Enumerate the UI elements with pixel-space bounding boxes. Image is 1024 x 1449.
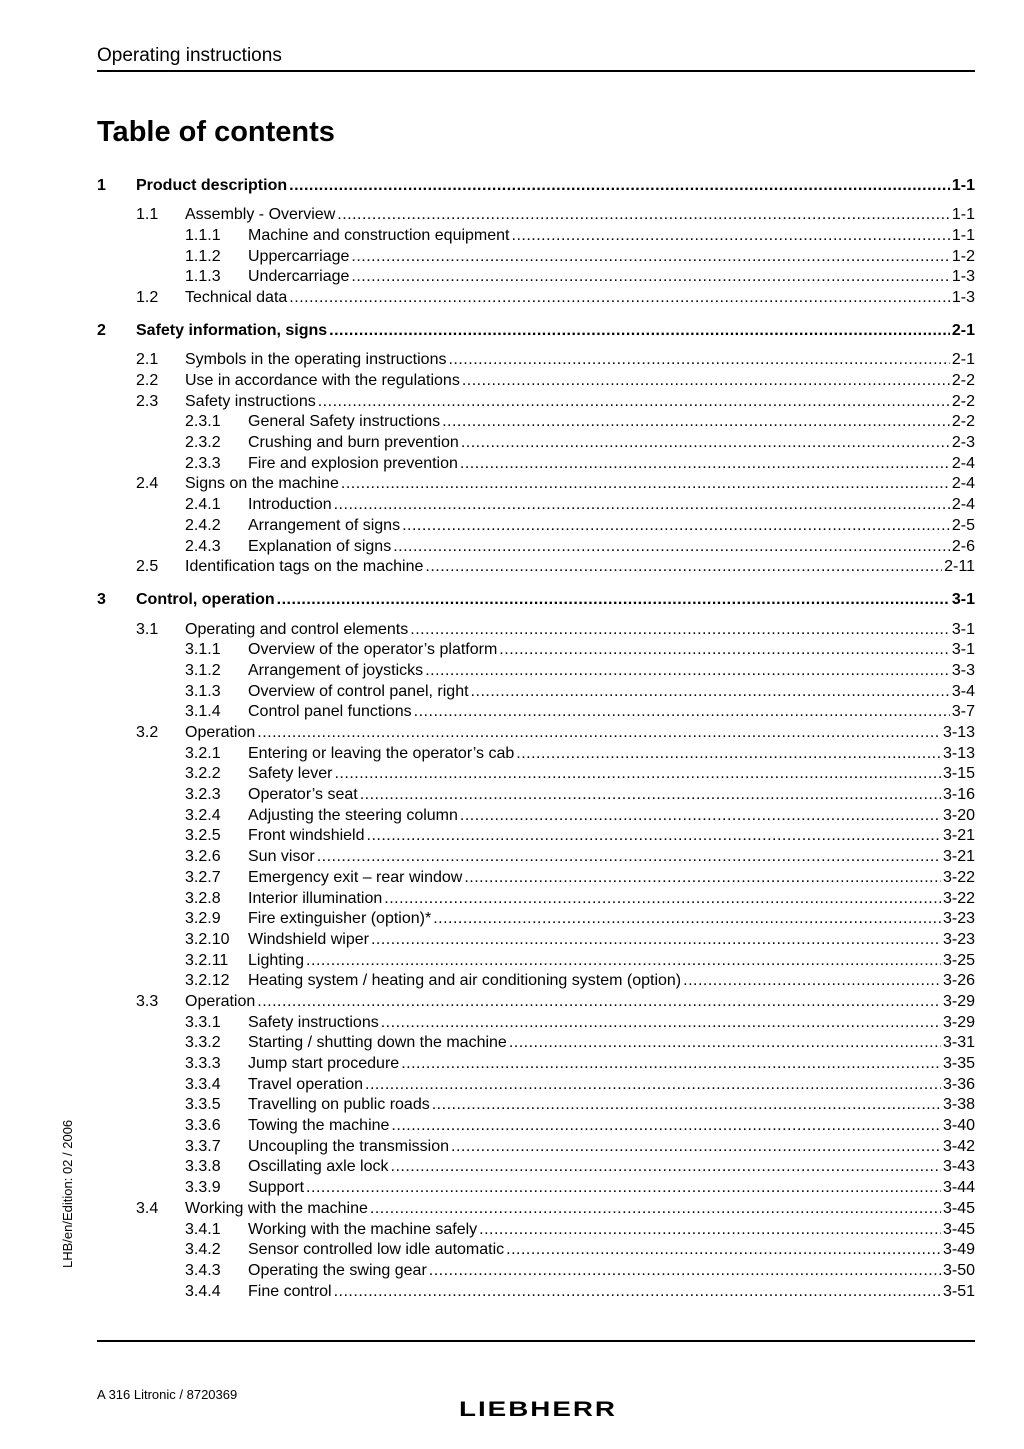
toc-dot-leader xyxy=(334,1282,941,1303)
toc-dot-leader xyxy=(433,909,941,930)
toc-dot-leader xyxy=(329,321,950,342)
toc-title: Introduction xyxy=(248,496,332,514)
toc-title: Fire extinguisher (option)* xyxy=(248,910,432,928)
toc-page-number: 2-3 xyxy=(951,434,975,452)
toc-dot-leader xyxy=(334,495,950,516)
toc-page-number: 2-1 xyxy=(951,322,975,340)
toc-number: 3.4.4 xyxy=(185,1282,221,1300)
toc-page-number: 3-13 xyxy=(942,724,975,741)
toc-dot-leader xyxy=(341,474,950,495)
toc-page-number: 3-40 xyxy=(942,1117,975,1135)
toc-page-number: 3-44 xyxy=(942,1179,975,1197)
toc-dot-leader xyxy=(429,1261,941,1282)
toc-dot-leader xyxy=(402,516,950,537)
toc-title: Sensor controlled low idle automatic xyxy=(248,1241,505,1259)
toc-number: 2.4.3 xyxy=(185,537,221,555)
toc-number: 3.3.6 xyxy=(185,1117,221,1135)
toc-dot-leader xyxy=(351,247,949,268)
toc-title: Travelling on public roads xyxy=(248,1096,430,1114)
toc-subsection[interactable] xyxy=(97,1220,975,1241)
toc-dot-leader xyxy=(277,590,950,611)
toc-title: Technical data xyxy=(185,288,288,306)
toc-number: 3.3.2 xyxy=(185,1034,221,1052)
toc-dot-leader xyxy=(334,764,940,785)
toc-dot-leader xyxy=(462,371,950,392)
toc-subsection[interactable] xyxy=(97,495,975,516)
toc-page-number: 3-36 xyxy=(942,1075,975,1093)
toc-page-number: 3-31 xyxy=(942,1034,975,1052)
toc-dot-leader xyxy=(318,392,950,413)
toc-page-number: 3-7 xyxy=(951,703,975,721)
svg-text:LIEBHERR: LIEBHERR xyxy=(459,1399,617,1419)
toc-title: Fine control xyxy=(248,1282,332,1300)
toc-title: Arrangement of joysticks xyxy=(248,661,424,679)
toc-title: Operating the swing gear xyxy=(248,1261,427,1279)
toc-subsection[interactable] xyxy=(97,1240,975,1261)
toc-chapter[interactable] xyxy=(97,321,975,342)
toc-page-number: 1-3 xyxy=(951,268,975,286)
document-id: A 316 Litronic / 8720369 xyxy=(97,1387,238,1402)
edition-note: LHB/en/Edition: 02 / 2006 xyxy=(60,1119,75,1268)
toc-number: 3.3.8 xyxy=(185,1158,221,1176)
toc-number: 2.5 xyxy=(136,558,159,576)
toc-subsection[interactable] xyxy=(97,267,975,288)
toc-dot-leader xyxy=(391,1157,941,1178)
toc-page-number: 3-1 xyxy=(951,620,975,638)
toc-title: Travel operation xyxy=(248,1075,364,1093)
toc-number: 1.1.1 xyxy=(185,226,221,244)
toc-title: Working with the machine xyxy=(185,1199,368,1217)
toc-subsection[interactable] xyxy=(97,702,975,723)
toc-page-number: 2-4 xyxy=(951,475,975,493)
toc-title: Safety instructions xyxy=(185,392,316,410)
toc-dot-leader xyxy=(289,288,950,309)
toc-subsection[interactable] xyxy=(97,1157,975,1178)
toc-page-number: 1-2 xyxy=(951,247,975,265)
toc-dot-leader xyxy=(414,702,950,723)
toc-subsection[interactable] xyxy=(97,412,975,433)
toc-page-number: 3-1 xyxy=(951,591,975,609)
toc-dot-leader xyxy=(367,826,941,847)
toc-title: Operator’s seat xyxy=(248,786,358,804)
toc-page-number: 2-2 xyxy=(951,392,975,410)
toc-dot-leader xyxy=(351,267,949,288)
toc-dot-leader xyxy=(460,806,941,827)
toc-title: General Safety instructions xyxy=(248,413,441,431)
toc-title: Uppercarriage xyxy=(248,247,350,265)
toc-dot-leader xyxy=(683,971,941,992)
toc-subsection[interactable] xyxy=(97,1054,975,1075)
toc-subsection[interactable] xyxy=(97,1282,975,1303)
toc-title: Undercarriage xyxy=(248,268,350,286)
toc-page-number: 3-43 xyxy=(942,1158,975,1176)
toc-dot-leader xyxy=(512,226,950,247)
toc-dot-leader xyxy=(506,1240,941,1261)
toc-number: 3 xyxy=(97,591,106,609)
toc-title: Identification tags on the machine xyxy=(185,558,424,576)
page-title: Table of contents xyxy=(97,116,335,148)
toc-page-number: 3-42 xyxy=(942,1137,975,1155)
table-of-contents xyxy=(97,176,975,1302)
toc-page-number: 3-20 xyxy=(942,806,975,824)
toc-number: 3.4.2 xyxy=(185,1241,221,1259)
toc-subsection[interactable] xyxy=(97,640,975,661)
running-header: Operating instructions xyxy=(97,45,282,66)
toc-title: Safety instructions xyxy=(248,1013,379,1031)
toc-title: Lighting xyxy=(248,951,305,969)
toc-number: 1.2 xyxy=(136,288,159,306)
toc-title: Interior illumination xyxy=(248,889,383,907)
toc-page-number: 2-6 xyxy=(951,537,975,555)
toc-subsection[interactable] xyxy=(97,909,975,930)
toc-page-number: 1-1 xyxy=(951,226,975,244)
toc-subsection[interactable] xyxy=(97,971,975,992)
toc-dot-leader xyxy=(306,1178,941,1199)
toc-title: Operating and control elements xyxy=(185,620,409,638)
toc-subsection[interactable] xyxy=(97,226,975,247)
toc-dot-leader xyxy=(425,557,942,578)
toc-subsection[interactable] xyxy=(97,1116,975,1137)
toc-page-number: 3-21 xyxy=(942,827,975,845)
toc-dot-leader xyxy=(461,433,950,454)
toc-number: 3.2.12 xyxy=(185,972,230,990)
toc-title: Assembly - Overview xyxy=(185,206,336,224)
toc-number: 2.4.1 xyxy=(185,496,221,514)
toc-dot-leader xyxy=(306,951,941,972)
toc-number: 3.2.10 xyxy=(185,930,230,948)
toc-dot-leader xyxy=(448,350,949,371)
toc-title: Windshield wiper xyxy=(248,930,369,948)
toc-page-number: 2-2 xyxy=(951,413,975,431)
toc-page-number: 3-23 xyxy=(942,930,975,948)
toc-subsection[interactable] xyxy=(97,1137,975,1158)
toc-page-number: 3-22 xyxy=(942,889,975,907)
toc-title: Operation xyxy=(185,724,256,741)
toc-page-number: 3-4 xyxy=(951,682,975,700)
toc-subsection[interactable] xyxy=(97,806,975,827)
toc-subsection[interactable] xyxy=(97,1261,975,1282)
toc-number: 2.4.2 xyxy=(185,516,221,534)
toc-number: 3.3.9 xyxy=(185,1179,221,1197)
toc-number: 3.3.4 xyxy=(185,1075,221,1093)
toc-number: 3.1.3 xyxy=(185,682,221,700)
toc-dot-leader xyxy=(460,454,950,475)
toc-dot-leader xyxy=(516,744,941,765)
toc-subsection[interactable] xyxy=(97,847,975,868)
toc-subsection[interactable] xyxy=(97,247,975,268)
toc-title: Safety lever xyxy=(248,765,333,783)
toc-subsection[interactable] xyxy=(97,1013,975,1034)
toc-title: Overview of the operator’s platform xyxy=(248,641,498,659)
toc-page-number: 3-1 xyxy=(951,641,975,659)
toc-chapter[interactable] xyxy=(97,590,975,611)
toc-number: 3.2.2 xyxy=(185,765,221,783)
toc-subsection[interactable] xyxy=(97,764,975,785)
toc-page-number: 3-29 xyxy=(942,1013,975,1031)
toc-dot-leader xyxy=(471,682,950,703)
toc-page-number: 3-51 xyxy=(942,1282,975,1300)
toc-title: Operation xyxy=(185,992,256,1010)
toc-page-number: 3-49 xyxy=(942,1241,975,1259)
toc-number: 3.2.4 xyxy=(185,806,221,824)
header-rule xyxy=(97,70,975,72)
toc-title: Signs on the machine xyxy=(185,475,339,493)
toc-title: Heating system / heating and air conditioning system (option) xyxy=(248,972,682,990)
toc-title: Sun visor xyxy=(248,848,315,866)
toc-section[interactable] xyxy=(97,557,975,578)
toc-page-number: 3-3 xyxy=(951,661,975,679)
toc-title: Overview of control panel, right xyxy=(248,682,469,700)
toc-title: Emergency exit – rear window xyxy=(248,868,463,886)
toc-subsection[interactable] xyxy=(97,930,975,951)
toc-section[interactable] xyxy=(97,205,975,226)
toc-number: 3.2.9 xyxy=(185,910,221,928)
toc-title: Crushing and burn prevention xyxy=(248,434,459,452)
toc-page-number: 3-45 xyxy=(942,1199,975,1217)
toc-title: Control panel functions xyxy=(248,703,412,721)
toc-page-number: 2-1 xyxy=(951,351,975,369)
toc-subsection[interactable] xyxy=(97,1075,975,1096)
toc-section[interactable] xyxy=(97,992,975,1013)
toc-dot-leader xyxy=(370,1199,941,1220)
toc-number: 2.1 xyxy=(136,351,159,369)
toc-page-number: 3-25 xyxy=(942,951,975,969)
toc-title: Uncoupling the transmission xyxy=(248,1137,449,1155)
toc-number: 2.3.1 xyxy=(185,413,221,431)
footer-rule xyxy=(97,1340,975,1342)
toc-dot-leader xyxy=(464,868,941,889)
toc-page-number: 3-21 xyxy=(942,848,975,866)
toc-page-number: 3-23 xyxy=(942,910,975,928)
toc-number: 3.2.11 xyxy=(185,951,229,969)
toc-number: 3.1.1 xyxy=(185,641,221,659)
toc-dot-leader xyxy=(410,620,950,641)
toc-subsection[interactable] xyxy=(97,889,975,910)
toc-title: Safety information, signs xyxy=(136,322,328,340)
toc-subsection[interactable] xyxy=(97,744,975,765)
toc-page-number: 3-15 xyxy=(942,765,975,783)
toc-page-number: 2-4 xyxy=(951,454,975,472)
toc-subsection[interactable] xyxy=(97,1033,975,1054)
toc-dot-leader xyxy=(360,785,941,806)
toc-section[interactable] xyxy=(97,350,975,371)
toc-dot-leader xyxy=(337,205,950,226)
toc-title: Machine and construction equipment xyxy=(248,226,510,244)
toc-number: 3.4.1 xyxy=(185,1220,221,1238)
toc-number: 3.3.1 xyxy=(185,1013,221,1031)
toc-number: 1.1.3 xyxy=(185,268,221,286)
toc-dot-leader xyxy=(365,1075,941,1096)
toc-number: 1.1.2 xyxy=(185,247,221,265)
toc-number: 3.1 xyxy=(136,620,159,638)
toc-dot-leader xyxy=(384,889,941,910)
toc-subsection[interactable] xyxy=(97,454,975,475)
toc-dot-leader xyxy=(442,412,950,433)
toc-title: Explanation of signs xyxy=(248,537,392,555)
toc-title: Symbols in the operating instructions xyxy=(185,351,447,369)
toc-subsection[interactable] xyxy=(97,537,975,558)
toc-number: 3.2.5 xyxy=(185,827,221,845)
toc-subsection[interactable] xyxy=(97,682,975,703)
toc-dot-leader xyxy=(381,1013,941,1034)
toc-dot-leader xyxy=(509,1033,941,1054)
toc-dot-leader xyxy=(393,537,950,558)
toc-page-number: 2-11 xyxy=(944,558,975,576)
toc-section[interactable] xyxy=(97,392,975,413)
toc-number: 3.3 xyxy=(136,992,159,1010)
toc-page-number: 3-38 xyxy=(942,1096,975,1114)
toc-page-number: 1-3 xyxy=(951,288,975,306)
toc-page-number: 3-50 xyxy=(942,1261,975,1279)
toc-dot-leader xyxy=(317,847,941,868)
toc-title: Control, operation xyxy=(136,591,275,609)
toc-number: 2.4 xyxy=(136,475,159,493)
toc-page-number: 3-45 xyxy=(942,1220,975,1238)
toc-number: 3.1.4 xyxy=(185,703,221,721)
toc-title: Support xyxy=(248,1179,305,1197)
toc-number: 3.2.8 xyxy=(185,889,221,907)
toc-title: Working with the machine safely xyxy=(248,1220,478,1238)
toc-page-number: 3-22 xyxy=(942,868,975,886)
toc-page-number: 3-13 xyxy=(942,744,975,762)
toc-dot-leader xyxy=(499,640,950,661)
toc-subsection[interactable] xyxy=(97,826,975,847)
toc-number: 3.3.3 xyxy=(185,1055,221,1072)
toc-title: Oscillating axle lock xyxy=(248,1158,389,1176)
toc-dot-leader xyxy=(391,1116,941,1137)
toc-number: 3.3.5 xyxy=(185,1096,221,1114)
toc-number: 2 xyxy=(97,322,106,340)
toc-title: Arrangement of signs xyxy=(248,516,401,534)
toc-title: Towing the machine xyxy=(248,1117,390,1135)
toc-number: 3.4 xyxy=(136,1199,159,1217)
toc-dot-leader xyxy=(432,1095,941,1116)
toc-subsection[interactable] xyxy=(97,951,975,972)
toc-subsection[interactable] xyxy=(97,785,975,806)
toc-page-number: 2-4 xyxy=(951,496,975,514)
toc-section[interactable] xyxy=(97,723,975,744)
toc-dot-leader xyxy=(371,930,941,951)
toc-subsection[interactable] xyxy=(97,1095,975,1116)
toc-number: 3.2.6 xyxy=(185,848,221,866)
toc-title: Use in accordance with the regulations xyxy=(185,372,460,389)
toc-dot-leader xyxy=(425,661,950,682)
toc-dot-leader xyxy=(257,723,941,744)
toc-number: 1.1 xyxy=(136,206,159,224)
toc-number: 3.2 xyxy=(136,724,159,741)
toc-number: 3.3.7 xyxy=(185,1137,221,1155)
toc-page-number: 1-1 xyxy=(951,177,975,194)
toc-page-number: 2-5 xyxy=(951,516,975,534)
toc-subsection[interactable] xyxy=(97,516,975,537)
toc-dot-leader xyxy=(289,176,950,197)
toc-subsection[interactable] xyxy=(97,1178,975,1199)
toc-page-number: 3-16 xyxy=(942,786,975,804)
toc-title: Product description xyxy=(136,177,288,194)
toc-dot-leader xyxy=(257,992,941,1013)
toc-subsection[interactable] xyxy=(97,661,975,682)
toc-section[interactable] xyxy=(97,620,975,641)
toc-title: Entering or leaving the operator’s cab xyxy=(248,744,515,762)
toc-number: 2.3.2 xyxy=(185,434,221,452)
toc-number: 1 xyxy=(97,177,106,194)
toc-title: Jump start procedure xyxy=(248,1055,400,1072)
toc-page-number: 3-26 xyxy=(942,972,975,990)
toc-number: 3.2.1 xyxy=(185,744,221,762)
toc-number: 3.2.3 xyxy=(185,786,221,804)
toc-number: 3.1.2 xyxy=(185,661,221,679)
toc-subsection[interactable] xyxy=(97,433,975,454)
toc-number: 2.3 xyxy=(136,392,159,410)
toc-page-number: 3-35 xyxy=(942,1055,975,1072)
toc-title: Fire and explosion prevention xyxy=(248,454,458,472)
toc-section[interactable] xyxy=(97,1199,975,1220)
liebherr-logo xyxy=(458,1399,618,1419)
toc-section[interactable] xyxy=(97,371,975,392)
toc-page-number: 1-1 xyxy=(951,206,975,224)
toc-number: 2.2 xyxy=(136,372,159,389)
toc-title: Adjusting the steering column xyxy=(248,806,458,824)
toc-section[interactable] xyxy=(97,288,975,309)
toc-number: 2.3.3 xyxy=(185,454,221,472)
toc-subsection[interactable] xyxy=(97,868,975,889)
toc-title: Starting / shutting down the machine xyxy=(248,1034,507,1052)
toc-dot-leader xyxy=(479,1220,941,1241)
toc-page-number: 2-2 xyxy=(951,372,975,389)
toc-chapter[interactable] xyxy=(97,176,975,197)
toc-section[interactable] xyxy=(97,474,975,495)
toc-page-number: 3-29 xyxy=(942,992,975,1010)
toc-title: Front windshield xyxy=(248,827,365,845)
toc-number: 3.4.3 xyxy=(185,1261,221,1279)
toc-number: 3.2.7 xyxy=(185,868,221,886)
toc-dot-leader xyxy=(401,1054,941,1075)
toc-dot-leader xyxy=(451,1137,941,1158)
